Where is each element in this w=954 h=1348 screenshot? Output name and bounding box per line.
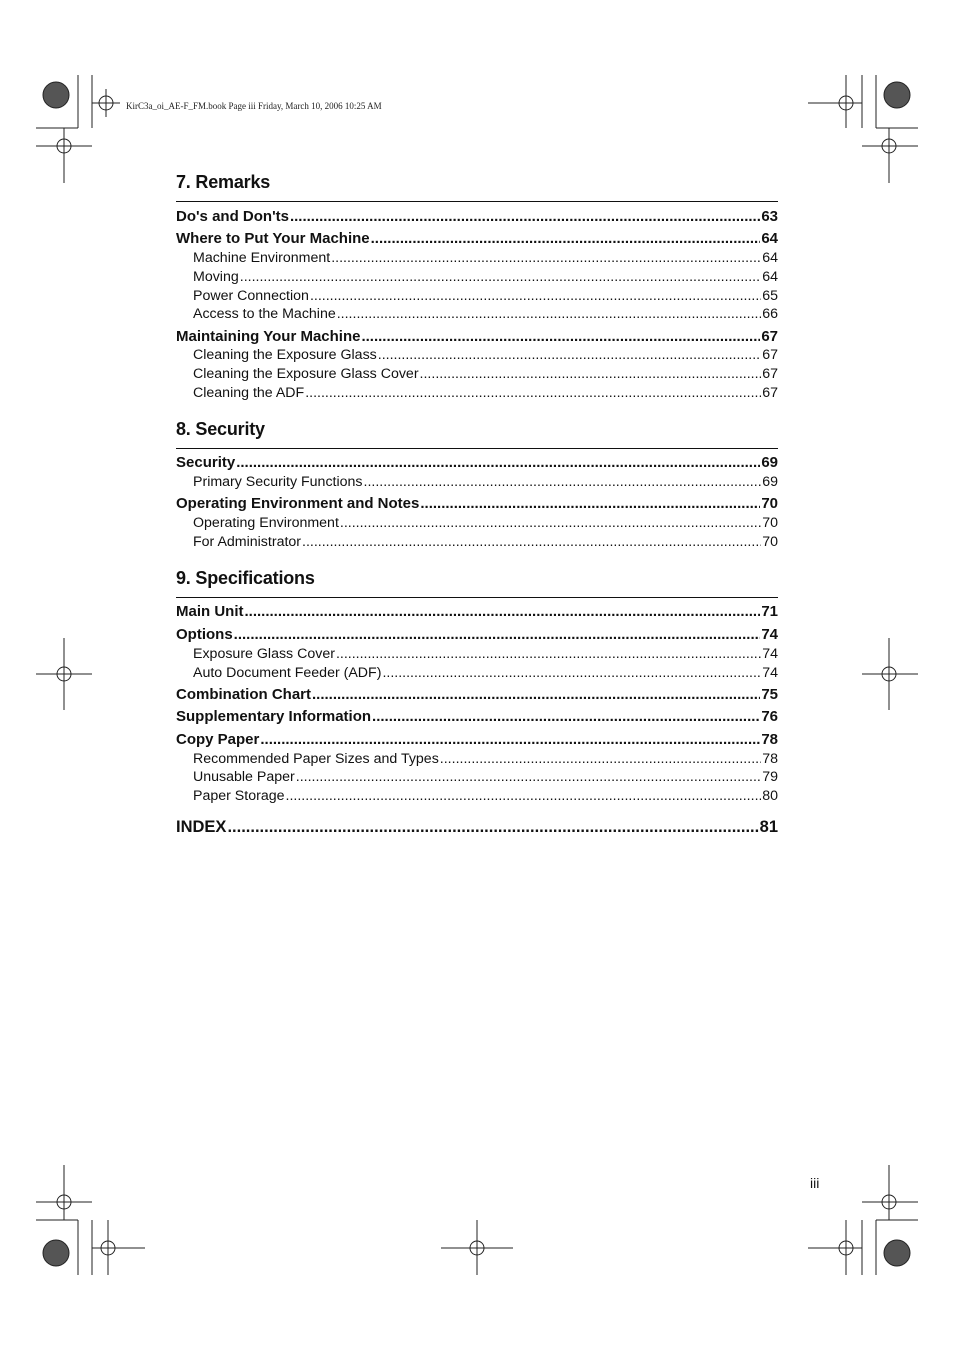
toc-page-number: 64 bbox=[762, 269, 778, 285]
toc-entry[interactable] bbox=[176, 230, 778, 249]
chapter-title: 8. Security bbox=[176, 419, 265, 439]
toc-page-number: 67 bbox=[762, 366, 778, 382]
toc-page-number: 76 bbox=[761, 708, 778, 725]
registration-target-icon bbox=[36, 75, 120, 183]
dot-leader bbox=[337, 306, 761, 322]
toc-entry[interactable] bbox=[176, 708, 778, 727]
toc-page-number: 74 bbox=[762, 665, 778, 681]
dot-leader bbox=[382, 665, 761, 681]
toc-entry-label: Recommended Paper Sizes and Types bbox=[193, 751, 439, 767]
toc-page-number: 69 bbox=[761, 454, 778, 471]
dot-leader bbox=[340, 515, 761, 531]
toc-page-number: 79 bbox=[762, 769, 778, 785]
chapter-divider bbox=[176, 201, 778, 202]
toc-entry-label: Primary Security Functions bbox=[193, 474, 363, 490]
toc-page-number: 70 bbox=[762, 534, 778, 550]
toc-entry[interactable] bbox=[176, 454, 778, 473]
toc-entry[interactable] bbox=[176, 208, 778, 227]
toc-page-number: 65 bbox=[762, 288, 778, 304]
dot-leader bbox=[296, 769, 761, 785]
dot-leader bbox=[420, 495, 760, 512]
toc-entry-label: Combination Chart bbox=[176, 686, 311, 703]
dot-leader bbox=[372, 708, 760, 725]
toc-page-number: 78 bbox=[762, 751, 778, 767]
toc-page-number: 63 bbox=[761, 208, 778, 225]
toc-entry-label: Moving bbox=[193, 269, 239, 285]
toc-entry-label: Cleaning the ADF bbox=[193, 385, 305, 401]
chapter-title: 9. Specifications bbox=[176, 568, 315, 588]
chapter-title: 7. Remarks bbox=[176, 172, 271, 192]
toc-page-number: 64 bbox=[762, 250, 778, 266]
toc-subentry[interactable] bbox=[193, 646, 778, 664]
toc-page-number: 64 bbox=[761, 230, 778, 247]
toc-entry-label: For Administrator bbox=[193, 534, 302, 550]
toc-entry-label: Auto Document Feeder (ADF) bbox=[193, 665, 382, 681]
dot-leader bbox=[331, 250, 761, 266]
toc-page-number: 70 bbox=[762, 515, 778, 531]
toc-page-number: 71 bbox=[761, 603, 778, 620]
dot-leader bbox=[227, 818, 758, 837]
dot-leader bbox=[236, 454, 760, 471]
toc-entry-label: Cleaning the Exposure Glass bbox=[193, 347, 377, 363]
dot-leader bbox=[310, 288, 761, 304]
toc-subentry[interactable] bbox=[193, 515, 778, 533]
dot-leader bbox=[378, 347, 761, 363]
toc-entry-label: Supplementary Information bbox=[176, 708, 372, 725]
toc-entry-label: Options bbox=[176, 626, 233, 643]
toc-entry[interactable] bbox=[176, 731, 778, 750]
toc-entry-label: Security bbox=[176, 454, 236, 471]
dot-leader bbox=[336, 646, 761, 662]
toc-page-number: 70 bbox=[761, 495, 778, 512]
dot-leader bbox=[364, 474, 762, 490]
dot-leader bbox=[440, 751, 761, 767]
toc-entry-label: Copy Paper bbox=[176, 731, 260, 748]
toc-page-number: 67 bbox=[761, 328, 778, 345]
page-folio: iii bbox=[810, 1175, 820, 1191]
toc-entry-label: Main Unit bbox=[176, 603, 244, 620]
toc-page-number: 80 bbox=[762, 788, 778, 804]
dot-leader bbox=[361, 328, 760, 345]
toc-subentry[interactable] bbox=[193, 306, 778, 324]
toc-page-number: 67 bbox=[762, 347, 778, 363]
toc-entry-label: Operating Environment bbox=[193, 515, 339, 531]
toc-entry-label: Exposure Glass Cover bbox=[193, 646, 335, 662]
toc-page-number: 66 bbox=[762, 306, 778, 322]
dot-leader bbox=[305, 385, 761, 401]
toc-page-number: 69 bbox=[762, 474, 778, 490]
dot-leader bbox=[420, 366, 762, 382]
toc-subentry[interactable] bbox=[193, 366, 778, 384]
toc-page-number: 81 bbox=[759, 818, 778, 836]
toc-subentry[interactable] bbox=[193, 474, 778, 492]
toc-page-number: 75 bbox=[761, 686, 778, 703]
dot-leader bbox=[312, 686, 760, 703]
dot-leader bbox=[260, 731, 760, 748]
toc-entry-label: Operating Environment and Notes bbox=[176, 495, 420, 512]
toc-page-number: 67 bbox=[762, 385, 778, 401]
dot-leader bbox=[245, 603, 761, 620]
toc-entry-label: INDEX bbox=[176, 818, 227, 836]
toc-page-number: 78 bbox=[761, 731, 778, 748]
dot-leader bbox=[371, 230, 761, 247]
toc-entry-label: Unusable Paper bbox=[193, 769, 295, 785]
toc-entry-label: Paper Storage bbox=[193, 788, 285, 804]
toc-subentry[interactable] bbox=[193, 269, 778, 287]
toc-entry-label: Access to the Machine bbox=[193, 306, 336, 322]
toc-index-entry[interactable] bbox=[176, 818, 778, 839]
toc-entry[interactable] bbox=[176, 626, 778, 645]
toc-entry-label: Maintaining Your Machine bbox=[176, 328, 361, 345]
toc-entry-label: Do's and Don'ts bbox=[176, 208, 289, 225]
dot-leader bbox=[240, 269, 761, 285]
toc-page-number: 74 bbox=[762, 646, 778, 662]
toc-subentry[interactable] bbox=[193, 347, 778, 365]
toc-subentry[interactable] bbox=[193, 665, 778, 683]
toc-entry[interactable] bbox=[176, 495, 778, 514]
toc-subentry[interactable] bbox=[193, 288, 778, 306]
toc-entry[interactable] bbox=[176, 686, 778, 705]
chapter-divider bbox=[176, 448, 778, 449]
toc-entry[interactable] bbox=[176, 603, 778, 622]
toc-entry-label: Power Connection bbox=[193, 288, 309, 304]
toc-subentry[interactable] bbox=[193, 769, 778, 787]
print-header: KirC3a_oi_AE-F_FM.book Page iii Friday, March 10, 2006 10:25 AM bbox=[126, 101, 382, 111]
dot-leader bbox=[302, 534, 761, 550]
dot-leader bbox=[290, 208, 760, 225]
chapter-divider bbox=[176, 597, 778, 598]
toc-subentry[interactable] bbox=[193, 534, 778, 552]
toc-entry-label: Cleaning the Exposure Glass Cover bbox=[193, 366, 419, 382]
toc-page-number: 74 bbox=[761, 626, 778, 643]
dot-leader bbox=[234, 626, 761, 643]
toc-subentry[interactable] bbox=[193, 250, 778, 268]
toc-entry-label: Machine Environment bbox=[193, 250, 331, 266]
toc-entry[interactable] bbox=[176, 328, 778, 347]
toc-entry-label: Where to Put Your Machine bbox=[176, 230, 370, 247]
toc-subentry[interactable] bbox=[193, 788, 778, 806]
toc-subentry[interactable] bbox=[193, 385, 778, 403]
toc-subentry[interactable] bbox=[193, 751, 778, 769]
dot-leader bbox=[286, 788, 762, 804]
